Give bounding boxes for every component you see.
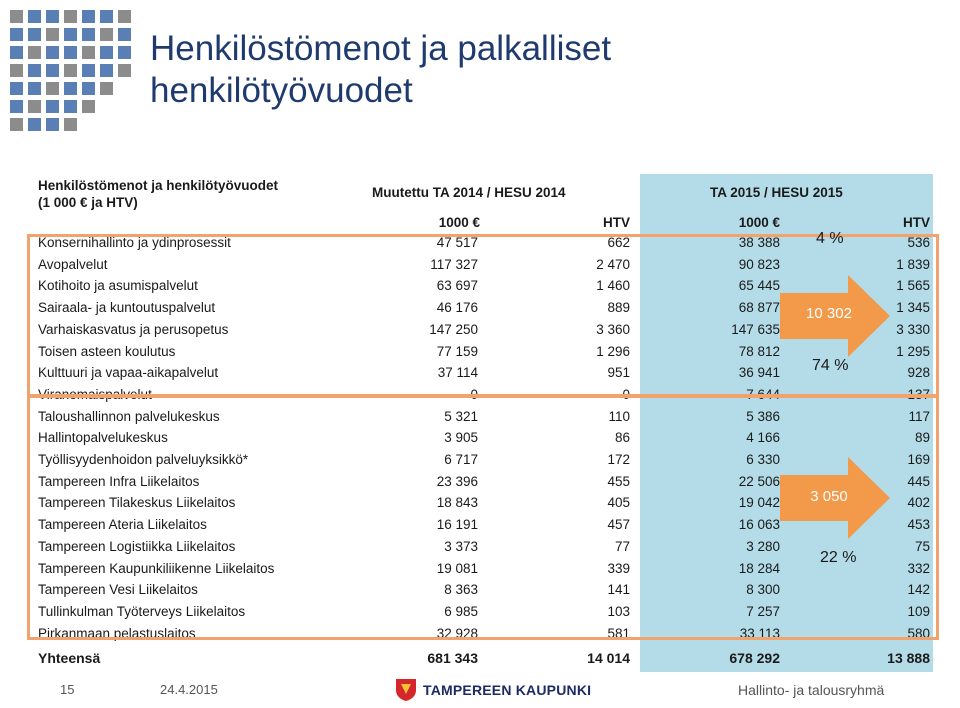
cell-d: 1 839 (896, 256, 930, 272)
cell-b: 1 460 (596, 278, 630, 294)
cell-c: 78 812 (738, 343, 780, 359)
cell-d: 928 (907, 365, 930, 381)
unit-header-b: HTV (603, 215, 630, 230)
total-d: 13 888 (887, 650, 930, 666)
unit-header-d: HTV (903, 215, 930, 230)
title-line-2: henkilötyövuodet (150, 71, 413, 110)
cell-b: 457 (607, 517, 630, 533)
cell-a: 8 363 (444, 582, 478, 598)
cell-d: 1 565 (896, 278, 930, 294)
cell-b: 77 (614, 538, 630, 554)
cell-a: 6 717 (444, 452, 478, 467)
cell-d: 109 (907, 603, 930, 619)
row-label: Työllisyydenhoidon palveluyksikkö* (38, 452, 249, 467)
total-c: 678 292 (729, 650, 780, 666)
page-title (150, 28, 611, 112)
row-label: Pirkanmaan pelastuslaitos (38, 625, 196, 641)
cell-a: 16 191 (436, 517, 478, 533)
total-label: Yhteensä (38, 650, 101, 666)
total-b: 14 014 (587, 650, 630, 666)
cell-c: 65 445 (738, 278, 780, 294)
cell-a: 117 327 (430, 256, 478, 272)
table-corner-header (38, 177, 278, 211)
unit-header-c: 1000 € (738, 215, 780, 230)
title-line-1: Henkilöstömenot ja palkalliset (150, 29, 612, 68)
pct-top: 4 % (816, 230, 844, 247)
cell-b: 662 (607, 235, 630, 250)
cell-a: 0 (470, 386, 478, 402)
cell-c: 8 300 (746, 582, 780, 598)
cell-c: 38 388 (738, 235, 780, 250)
cell-d: 445 (907, 473, 930, 489)
cell-c: 90 823 (738, 256, 780, 272)
cell-d: 3 330 (896, 321, 930, 337)
cell-b: 141 (607, 582, 630, 598)
cell-c: 33 113 (739, 625, 780, 641)
cell-c: 7 644 (746, 386, 780, 402)
cell-d: 89 (914, 430, 930, 446)
cell-c: 7 257 (746, 603, 780, 619)
cell-d: 332 (907, 560, 930, 576)
total-a: 681 343 (427, 650, 478, 666)
row-label: Kotihoito ja asumispalvelut (38, 278, 198, 294)
row-label: Kulttuuri ja vapaa-aikapalvelut (38, 365, 219, 381)
corner-line-1: Henkilöstömenot ja henkilötyövuodet (38, 178, 279, 193)
cell-a: 47 517 (436, 235, 478, 250)
cell-d: 137 (907, 386, 930, 402)
cell-b: 172 (607, 452, 630, 467)
row-label: Sairaala- ja kuntoutuspalvelut (38, 300, 216, 316)
cell-d: 142 (907, 582, 930, 598)
cell-c: 5 386 (746, 408, 780, 424)
cell-a: 3 905 (444, 430, 478, 446)
cell-b: 86 (614, 430, 630, 446)
row-label: Tullinkulman Työterveys Liikelaitos (38, 603, 246, 619)
cell-a: 147 250 (429, 321, 478, 337)
cell-b: 1 296 (596, 343, 630, 359)
cell-b: 2 470 (596, 256, 630, 272)
cell-a: 46 176 (436, 300, 478, 316)
cell-c: 16 063 (738, 517, 780, 533)
cell-b: 889 (607, 300, 630, 316)
cell-a: 77 159 (436, 343, 478, 359)
cell-d: 580 (907, 625, 930, 641)
cell-a: 3 373 (444, 538, 478, 554)
department: Hallinto- ja talousryhmä (738, 682, 885, 698)
page-number: 15 (60, 682, 75, 697)
cell-d: 402 (907, 495, 930, 511)
cell-a: 63 697 (436, 278, 478, 294)
cell-a: 6 985 (444, 603, 478, 619)
cell-b: 581 (607, 625, 630, 641)
row-label: Avopalvelut (38, 256, 108, 272)
cell-c: 22 506 (738, 473, 780, 489)
row-label: Tampereen Vesi Liikelaitos (38, 582, 198, 598)
cell-a: 23 396 (436, 473, 478, 489)
cell-b: 405 (607, 495, 630, 511)
cell-c: 4 166 (746, 430, 780, 446)
cell-c: 6 330 (746, 452, 780, 467)
cell-b: 951 (607, 365, 630, 381)
cell-b: 0 (622, 386, 630, 402)
row-label: Konsernihallinto ja ydinprosessit (38, 235, 231, 250)
cell-d: 536 (907, 235, 930, 250)
cell-a: 37 114 (437, 365, 478, 381)
cell-d: 117 (908, 408, 930, 424)
cell-a: 32 928 (436, 625, 478, 641)
row-label: Taloushallinnon palvelukeskus (38, 408, 220, 424)
row-label: Tampereen Kaupunkiliikenne Liikelaitos (38, 560, 275, 576)
col-group-2014: Muutettu TA 2014 / HESU 2014 (372, 185, 566, 200)
brand (395, 677, 591, 703)
cell-a: 5 321 (444, 408, 478, 424)
arrow-2-value: 3 050 (810, 488, 848, 505)
arrow-1-value: 10 302 (806, 305, 852, 322)
row-label: Viranomaispalvelut (38, 386, 152, 402)
row-label: Tampereen Ateria Liikelaitos (38, 517, 207, 533)
logo-icon (4, 4, 142, 142)
cell-d: 453 (907, 517, 930, 533)
cell-c: 18 284 (738, 560, 780, 576)
row-label: Toisen asteen koulutus (38, 343, 176, 359)
cell-b: 3 360 (596, 321, 630, 337)
cell-b: 339 (607, 560, 630, 576)
unit-header-a: 1000 € (438, 215, 480, 230)
cell-d: 1 295 (896, 343, 930, 359)
col-group-2015: TA 2015 / HESU 2015 (710, 185, 843, 200)
cell-c: 3 280 (746, 538, 780, 554)
cell-d: 75 (914, 538, 930, 554)
cell-b: 110 (608, 408, 630, 424)
cell-c: 68 877 (738, 300, 780, 316)
cell-a: 18 843 (436, 495, 478, 511)
row-label: Tampereen Infra Liikelaitos (38, 473, 200, 489)
corner-line-2: (1 000 € ja HTV) (38, 195, 138, 210)
row-label: Hallintopalvelukeskus (38, 430, 168, 446)
cell-b: 103 (607, 603, 630, 619)
city-crest-icon (395, 678, 417, 702)
row-label: Tampereen Tilakeskus Liikelaitos (38, 495, 236, 511)
row-label: Tampereen Logistiikka Liikelaitos (38, 538, 236, 554)
footer-date: 24.4.2015 (160, 682, 218, 697)
cell-c: 147 635 (731, 321, 780, 337)
cell-c: 36 941 (738, 365, 780, 381)
cell-c: 19 042 (738, 495, 780, 511)
cell-a: 19 081 (436, 560, 478, 576)
brand-name: TAMPEREEN KAUPUNKI (423, 682, 592, 698)
cell-d: 169 (907, 452, 930, 467)
pct-bottom: 22 % (820, 549, 857, 566)
pct-mid: 74 % (812, 357, 849, 374)
row-label: Varhaiskasvatus ja perusopetus (38, 321, 229, 337)
cell-d: 1 345 (896, 300, 930, 316)
cell-b: 455 (607, 473, 630, 489)
